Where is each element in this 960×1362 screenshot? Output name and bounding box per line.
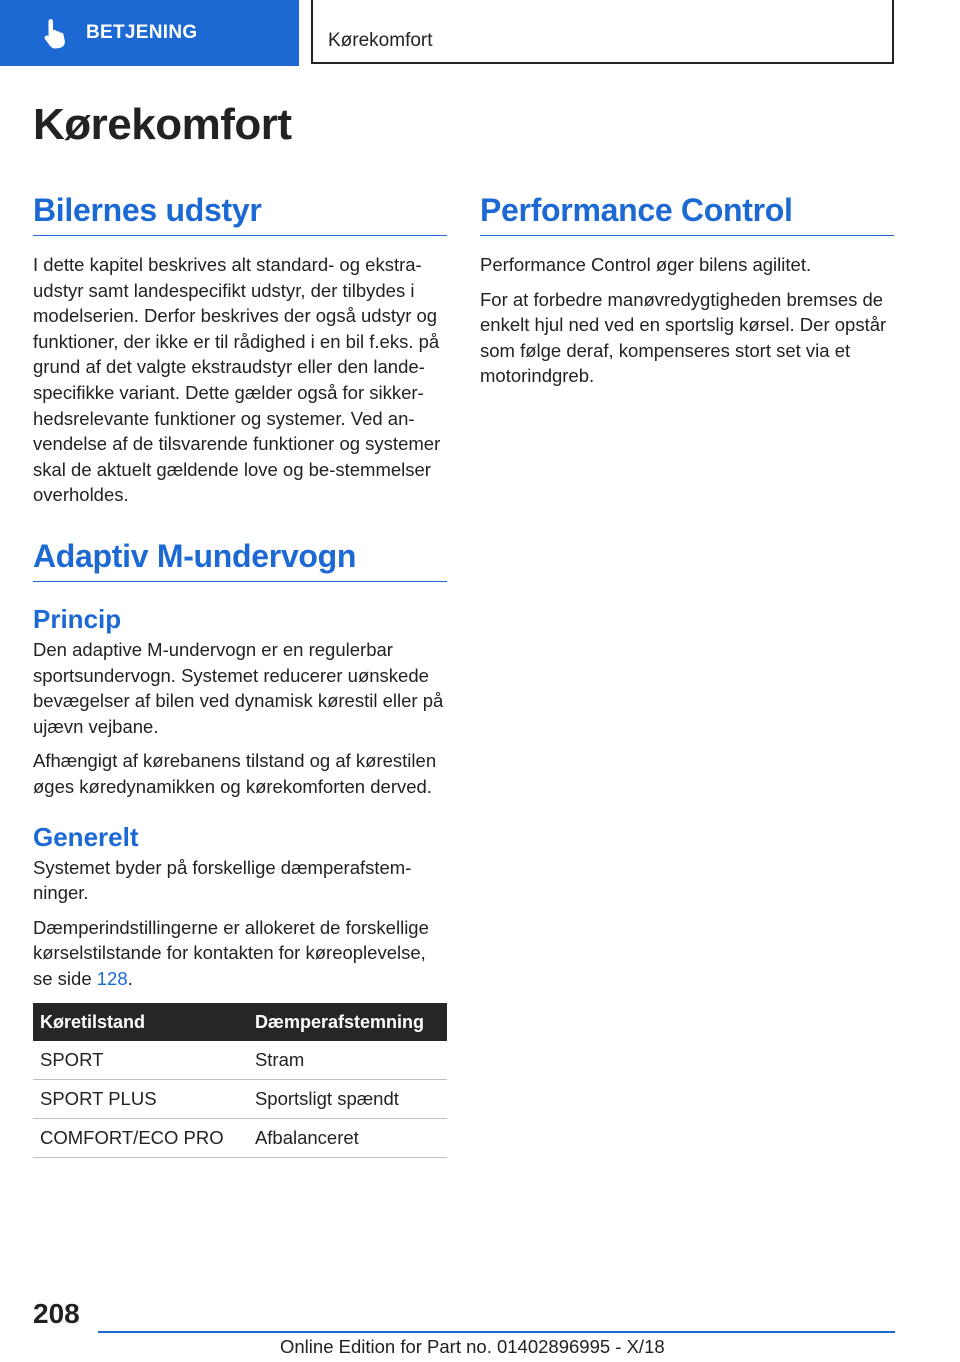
paragraph-princip-1: Den adaptive M-undervogn er en regulerbar sportsundervogn. Systemet reducerer uønskede bevægelser af bilen ved dynamisk kørestil eller på ujævn vejbane. xyxy=(33,638,444,737)
paragraph-udstyr: I dette kapitel beskrives alt standard- og ekstra-udstyr samt landespecifikt udstyr, der tilbydes i modelserien. Derfor beskrives der også udstyr og funktioner, der ikke er til rådighed i en bil f.eks. på grund af det valgte ekstraudstyr eller den lande-specifikke variant. Dette gælder også for sikker-hedsrelevante funktioner og systemer. Ved an-vendelse af de tilsvarende funktioner og systemer skal de aktuelt gældende love og be-stemmelser overholdes. xyxy=(33,254,441,506)
page-number: 208 xyxy=(33,1298,80,1329)
page-reference-link[interactable]: 128 xyxy=(96,967,128,989)
paragraph-generelt-1: Systemet byder på forskellige dæmperafstem-ninger. xyxy=(33,856,412,904)
table-cell: SPORT xyxy=(33,1041,248,1080)
table-row xyxy=(33,1041,447,1080)
heading-bilernes-udstyr: Bilernes udstyr xyxy=(33,192,447,236)
damping-table xyxy=(33,1003,447,1158)
paragraph-generelt-2-text: Dæmperindstillingerne er allokeret de forskellige kørselstilstande for kontakten for køreoplevelse, se side xyxy=(33,916,429,989)
heading-performance-control: Performance Control xyxy=(480,192,894,236)
table-cell: SPORT PLUS xyxy=(33,1080,248,1119)
paragraph-performance-1: Performance Control øger bilens agilitet. xyxy=(480,254,812,275)
breadcrumb-text: Kørekomfort xyxy=(328,30,433,51)
section-label: BETJENING xyxy=(86,22,198,43)
table-cell: Stram xyxy=(248,1041,447,1080)
left-column xyxy=(33,192,447,1158)
table-cell: Afbalanceret xyxy=(248,1119,447,1158)
paragraph-princip-2: Afhængigt af kørebanens tilstand og af kørestilen øges køredynamikken og kørekomforten derved. xyxy=(33,750,437,797)
table-row xyxy=(33,1080,447,1119)
table-row xyxy=(33,1119,447,1158)
edition-text: Online Edition for Part no. 01402896995 - X/18 xyxy=(280,1336,665,1357)
table-cell: Sportsligt spændt xyxy=(248,1080,447,1119)
subheading-princip: Princip xyxy=(33,603,122,634)
table-header-cell: Køretilstand xyxy=(33,1003,248,1041)
paragraph-generelt-2-end: . xyxy=(127,967,133,989)
heading-adaptiv-m-undervogn: Adaptiv M-undervogn xyxy=(33,538,447,582)
paragraph-performance-2: For at forbedre manøvredygtigheden bremses de enkelt hjul ned ved en sportslig kørsel. Der opstår som følge deraf, kompenseres stort set via et motorindgreb. xyxy=(480,288,887,387)
table-cell: COMFORT/ECO PRO xyxy=(33,1119,248,1158)
hand-pointer-icon xyxy=(38,16,72,50)
table-header-cell: Dæmperafstemning xyxy=(248,1003,447,1041)
subheading-generelt: Generelt xyxy=(33,821,139,852)
paragraph-generelt-2 xyxy=(33,915,447,992)
breadcrumb xyxy=(311,0,894,64)
table-header-row xyxy=(33,1003,447,1041)
page-title: Kørekomfort xyxy=(33,100,292,149)
footer-divider xyxy=(98,1331,895,1333)
right-column xyxy=(480,192,894,398)
section-tab[interactable] xyxy=(0,0,299,66)
